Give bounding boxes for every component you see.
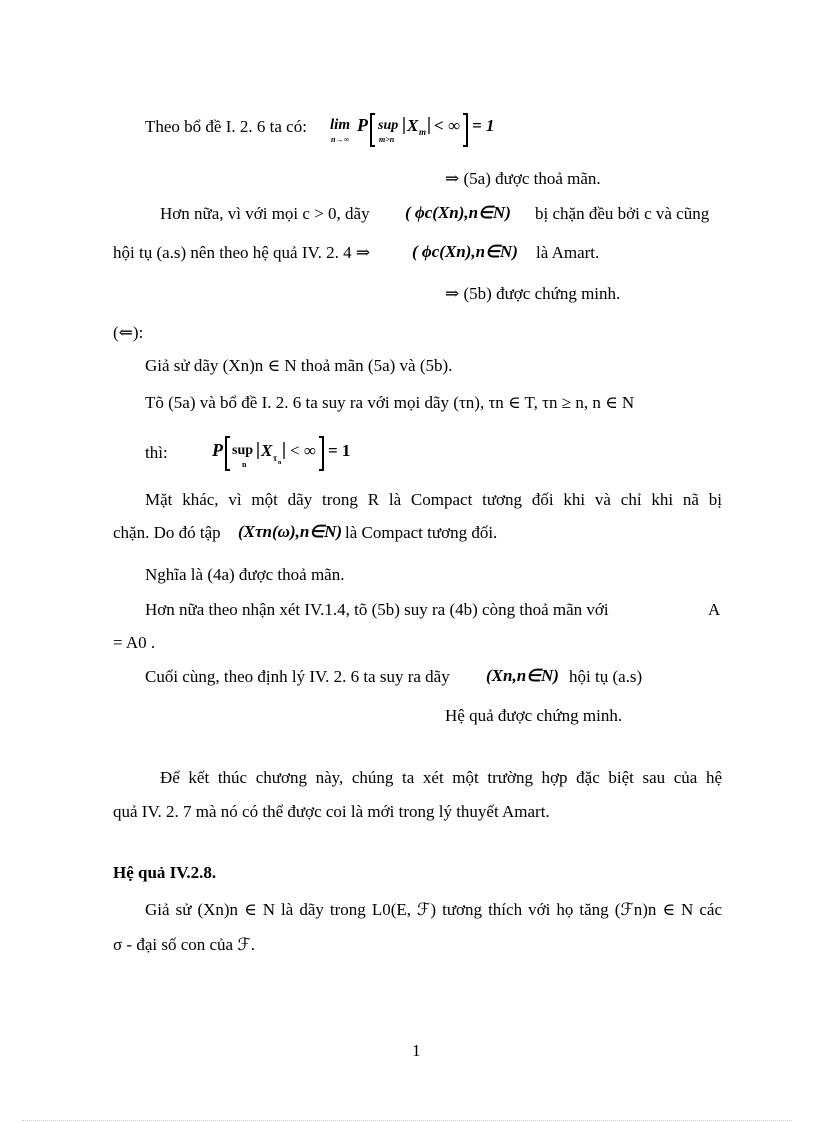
formula-phi	[412, 241, 518, 263]
text-line	[569, 666, 642, 688]
svg-text:X: X	[407, 116, 419, 135]
text-span: bị chặn đều bởi c và cũng	[535, 204, 710, 223]
svg-text:P: P	[212, 440, 223, 460]
text-span: Hệ quả được chứng minh.	[445, 706, 623, 725]
page-number-text: 1	[412, 1041, 421, 1060]
formula-sequence	[486, 665, 559, 687]
svg-text:n: n	[242, 460, 247, 469]
text-line	[145, 899, 722, 921]
svg-text:τ: τ	[273, 453, 278, 463]
svg-text:m>n: m>n	[379, 135, 395, 144]
text-span: hội tụ (a.s)	[569, 667, 643, 686]
text-span: Nghĩa là (4a) được thoả mãn.	[145, 565, 345, 584]
text-line	[145, 666, 450, 688]
probability-formula-graphic	[212, 434, 362, 474]
text-span: Để kết thúc chương này, chúng ta xét một trường hợp đặc biệt sau của hệ	[160, 768, 722, 787]
text-span: Tõ (5a) và bổ đề I. 2. 6 ta suy ra với mọi dãy (τn), τn ∈ T, τn ≥ n, n ∈ N	[145, 393, 635, 412]
text-span: ⇒ (5b) được chứng minh.	[445, 284, 621, 303]
text-span: Mặt khác, vì một dãy trong R là Compact tương đối khi và chỉ khi nã bị	[145, 490, 722, 509]
text-line	[113, 801, 550, 823]
formula-set	[238, 521, 342, 543]
text-span: Hơn nữa, vì với mọi c > 0, dãy	[160, 204, 370, 223]
text-line	[113, 242, 370, 264]
svg-text:X: X	[261, 441, 273, 460]
svg-text:P: P	[357, 115, 368, 135]
text-span: quả IV. 2. 7 mà nó có thể được coi là mới trong lý thuyết Amart.	[113, 802, 550, 821]
svg-text:= 1: = 1	[328, 441, 351, 460]
formula-text: ( ϕc(Xn),n∈N)	[412, 242, 518, 261]
text-span: hội tụ (a.s) nên theo hệ quả IV. 2. 4 ⇒	[113, 243, 371, 262]
text-span: là Compact tương đối.	[345, 523, 498, 542]
svg-text:m: m	[419, 127, 427, 137]
page-bottom-divider	[22, 1120, 792, 1121]
text-line	[445, 705, 622, 727]
text-line	[145, 355, 452, 377]
limit-formula-graphic	[330, 112, 500, 150]
text-line	[345, 522, 497, 544]
text-line	[145, 116, 307, 138]
text-line	[113, 934, 255, 956]
svg-text:< ∞: < ∞	[290, 441, 316, 460]
text-span: là Amart.	[536, 243, 600, 262]
formula-phi	[405, 202, 511, 224]
formula-text: (Xτn(ω),n∈N)	[238, 522, 343, 541]
text-line	[113, 522, 221, 544]
text-line	[145, 442, 168, 464]
text-span: (⇐):	[113, 323, 144, 342]
text-line	[445, 168, 601, 190]
lim-subscript: n→∞	[331, 135, 350, 144]
text-span: chặn. Do đó tập	[113, 523, 221, 542]
text-line	[708, 599, 720, 621]
heading-text: Hệ quả IV.2.8.	[113, 863, 217, 882]
svg-text:sup: sup	[378, 118, 399, 133]
svg-text:= 1: = 1	[472, 116, 495, 135]
text-line	[145, 392, 634, 414]
svg-text:n: n	[278, 460, 282, 466]
text-span: σ - đại số con của ℱ.	[113, 935, 255, 954]
section-heading	[113, 862, 216, 884]
formula-text: (Xn,n∈N)	[486, 666, 559, 685]
text-line	[536, 242, 599, 264]
text-span: Cuối cùng, theo định lý IV. 2. 6 ta suy ra dãy	[145, 667, 450, 686]
text-line	[160, 767, 722, 789]
text-span: A	[708, 600, 721, 619]
text-span: = A0 .	[113, 633, 156, 652]
text-span: Theo bổ đề I. 2. 6 ta có:	[145, 117, 307, 136]
text-line	[160, 203, 370, 225]
svg-text:sup: sup	[232, 443, 254, 458]
text-span: Giả sử (Xn)n ∈ N là dãy trong L0(E, ℱ) tương thích với họ tăng (ℱn)n ∈ N các	[145, 900, 722, 919]
text-span: Hơn nữa theo nhận xét IV.1.4, tõ (5b) suy ra (4b) còng thoả mãn với	[145, 600, 609, 619]
text-line	[145, 489, 722, 511]
text-line	[445, 283, 620, 305]
svg-text:lim: lim	[330, 117, 351, 133]
page-number	[412, 1040, 421, 1062]
svg-text:< ∞: < ∞	[434, 116, 461, 135]
text-line	[113, 322, 143, 344]
formula-text: ( ϕc(Xn),n∈N)	[405, 203, 511, 222]
text-line	[535, 203, 709, 225]
text-line	[145, 564, 344, 586]
text-span: ⇒ (5a) được thoả mãn.	[445, 169, 601, 188]
text-span: thì:	[145, 443, 168, 462]
text-span: Giả sử dãy (Xn)n ∈ N thoả mãn (5a) và (5b).	[145, 356, 453, 375]
text-line	[145, 599, 609, 621]
text-line	[113, 632, 155, 654]
